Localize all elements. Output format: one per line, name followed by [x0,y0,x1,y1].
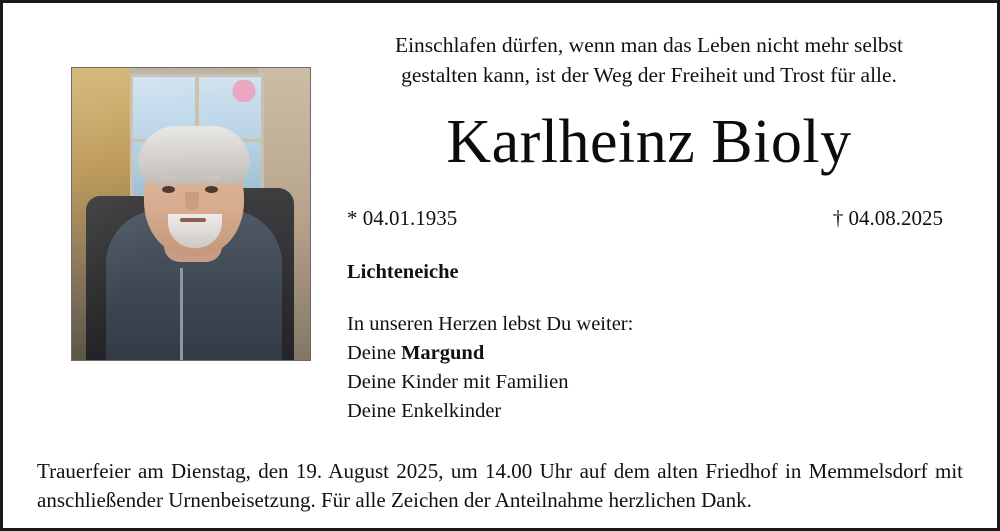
photo-glare [72,68,310,360]
dedication-line-3: Deine Kinder mit Familien [347,371,569,394]
text-column [327,15,973,426]
death-date: † 04.08.2025 [832,206,943,231]
portrait-photo [71,67,311,361]
birth-date: * 04.01.1935 [347,206,458,231]
notice-inner [3,3,997,528]
motto [337,31,961,90]
life-dates [337,206,961,231]
dedication [347,310,961,426]
place-of-residence: Lichteneiche [347,261,459,284]
deceased-name: Karlheinz Bioly [446,108,852,177]
funeral-details: Trauerfeier am Dienstag, den 19. August 2025, um 14.00 Uhr auf dem alten Friedhof in Memmelsdorf mit anschließender Urnenbeisetzung. Für alle Zeichen der Anteilnahme herzlichen Dank. [37,459,963,512]
motto-line-2: gestalten kann, ist der Weg der Freiheit und Trost für alle. [401,62,897,87]
dedication-spouse-name: Margund [401,342,485,365]
motto-line-1: Einschlafen dürfen, wenn man das Leben nicht mehr selbst [394,33,904,57]
dedication-line-2 [347,339,961,368]
dedication-line-1: In unseren Herzen lebst Du weiter: [347,313,634,336]
notice-upper-section [27,15,973,426]
dedication-line-4: Deine Enkelkinder [347,400,502,423]
photo-column [27,15,327,361]
dedication-line-2-prefix: Deine [347,342,402,365]
